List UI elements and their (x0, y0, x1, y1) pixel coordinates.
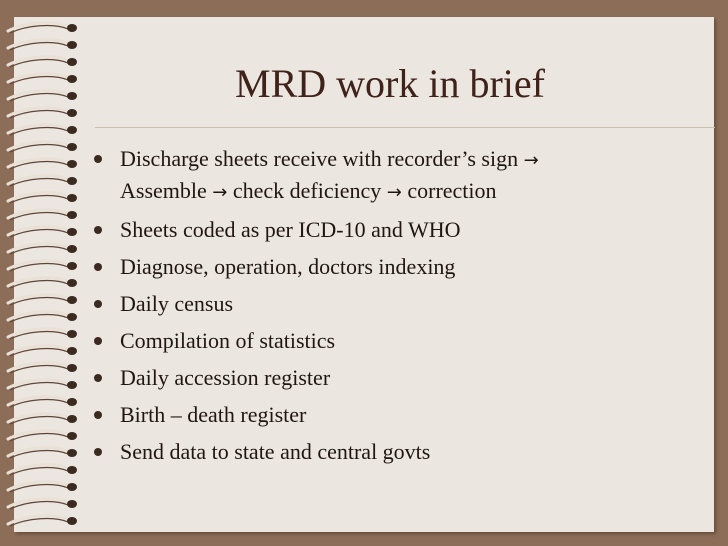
bullet-item-birth-death-register (92, 400, 712, 430)
bullet-dot-icon (94, 226, 102, 234)
bullet-dot-icon (94, 337, 102, 345)
bullet-text: Compilation of statistics (120, 328, 336, 353)
bullet-item-statistics (92, 326, 712, 356)
bullet-text: Daily accession register (120, 365, 331, 390)
bullet-item-send-data (92, 437, 712, 467)
bullet-dot-icon (94, 263, 102, 271)
bullet-text: Assemble (120, 178, 207, 203)
bullet-dot-icon (94, 448, 102, 456)
arrow-right-icon: → (386, 182, 402, 203)
bullet-list (92, 144, 712, 474)
bullet-text: Daily census (120, 291, 234, 316)
bullet-item-indexing (92, 252, 712, 282)
bullet-item-accession-register (92, 363, 712, 393)
bullet-item-census (92, 289, 712, 319)
bullet-item-discharge-sheets (92, 144, 712, 208)
bullet-dot-icon (94, 300, 102, 308)
bullet-dot-icon (94, 411, 102, 419)
bullet-text: check deficiency (232, 178, 382, 203)
bullet-dot-icon (94, 155, 102, 163)
bullet-text: Send data to state and central govts (120, 439, 431, 464)
arrow-right-icon: → (523, 150, 539, 171)
bullet-item-coding (92, 215, 712, 245)
bullet-text: correction (407, 178, 497, 203)
slide-title: MRD work in brief (235, 61, 545, 106)
bullet-text: Diagnose, operation, doctors indexing (120, 254, 456, 279)
title-divider (95, 127, 715, 128)
bullet-text: Birth – death register (120, 402, 307, 427)
spiral-binding-icon (0, 0, 90, 546)
bullet-text: Sheets coded as per ICD-10 and WHO (120, 217, 461, 242)
bullet-text: Discharge sheets receive with recorder’s sign (120, 146, 519, 171)
bullet-dot-icon (94, 374, 102, 382)
arrow-right-icon: → (212, 182, 228, 203)
